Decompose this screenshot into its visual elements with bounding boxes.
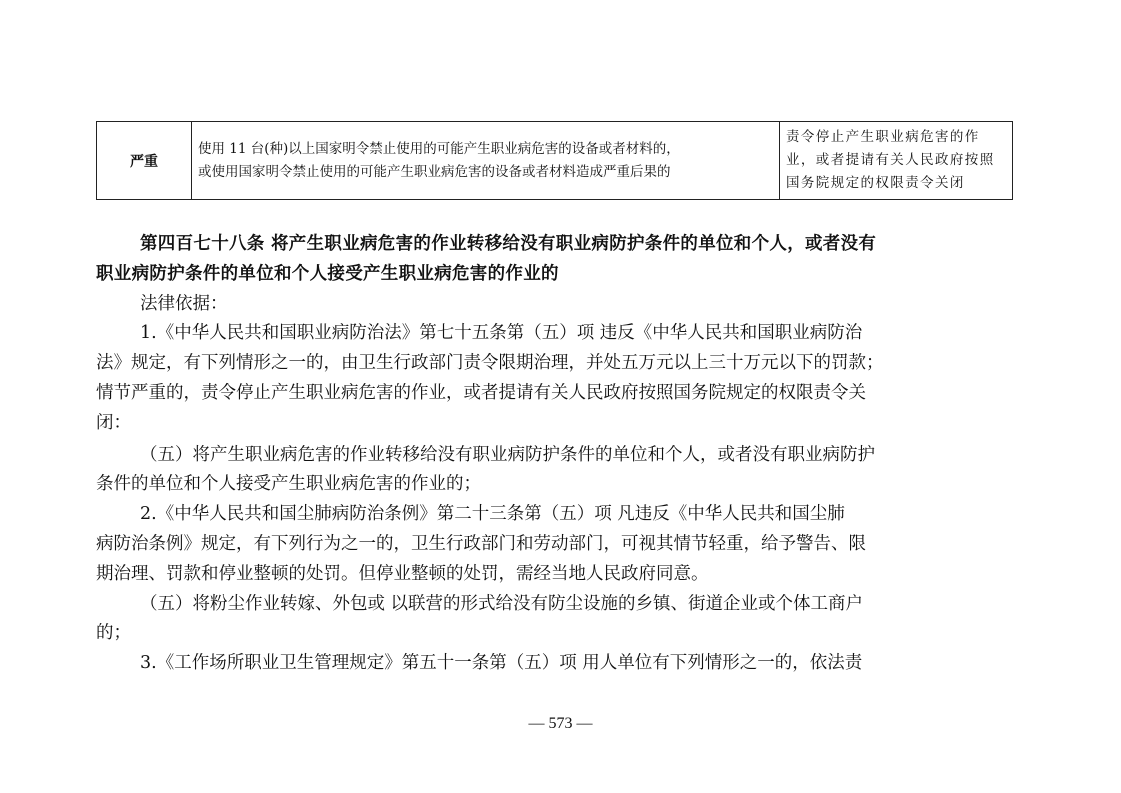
- penalty-line: 业，或者提请有关人民政府按照: [786, 152, 995, 168]
- condition-line: 使用 11 台(种)以上国家明令禁止使用的可能产生职业病危害的设备或者材料的，: [198, 140, 680, 157]
- page-number: — 573 —: [528, 715, 593, 732]
- legal-basis-label: 法律依据：: [140, 293, 228, 314]
- penalty-cell: [780, 122, 1013, 200]
- basis-1-line: 闭：: [96, 412, 131, 433]
- violation-condition-cell: [192, 122, 780, 200]
- condition-line: 或使用国家明令禁止使用的可能产生职业病危害的设备或者材料造成严重后果的: [198, 163, 671, 180]
- article-body: [96, 230, 1026, 679]
- basis-1-line: 1.《中华人民共和国职业病防治法》第七十五条第（五）项 违反《中华人民共和国职业病防治: [140, 323, 863, 344]
- article-heading-line: 职业病防护条件的单位和个人接受产生职业病危害的作业的: [96, 263, 559, 284]
- basis-2-item-line: 的；: [96, 623, 131, 644]
- penalty-line: 责令停止产生职业病危害的作: [786, 129, 980, 145]
- table-row: [97, 122, 1013, 200]
- basis-3-line: 3.《工作场所职业卫生管理规定》第五十一条第（五）项 用人单位有下列情形之一的，依法责: [140, 653, 863, 674]
- article-heading-line: 第四百七十八条 将产生职业病危害的作业转移给没有职业病防护条件的单位和个人，或者没有: [140, 234, 877, 254]
- basis-1-item-line: （五）将产生职业病危害的作业转移给没有职业病防护条件的单位和个人，或者没有职业病防护: [140, 444, 875, 465]
- basis-2-line: 期治理、罚款和停业整顿的处罚。但停业整顿的处罚，需经当地人民政府同意。: [96, 563, 709, 584]
- penalty-table: [96, 121, 1013, 200]
- basis-1-line: 法》规定，有下列情形之一的，由卫生行政部门责令限期治理，并处五万元以上三十万元以下的罚款；: [96, 353, 884, 374]
- basis-2-line: 2.《中华人民共和国尘肺病防治条例》第二十三条第（五）项 凡违反《中华人民共和国尘肺: [140, 504, 845, 525]
- basis-1-item-line: 条件的单位和个人接受产生职业病危害的作业的；: [96, 474, 481, 495]
- penalty-line: 国务院规定的权限责令关闭: [786, 175, 965, 191]
- basis-1-line: 情节严重的，责令停止产生职业病危害的作业，或者提请有关人民政府按照国务院规定的权限责令关: [96, 382, 866, 403]
- severity-level-cell: 严重: [97, 122, 192, 200]
- basis-2-item-line: （五）将粉尘作业转嫁、外包或 以联营的形式给没有防尘设施的乡镇、街道企业或个体工商户: [140, 593, 864, 614]
- basis-2-line: 病防治条例》规定，有下列行为之一的，卫生行政部门和劳动部门，可视其情节轻重，给予警告、限: [96, 533, 866, 554]
